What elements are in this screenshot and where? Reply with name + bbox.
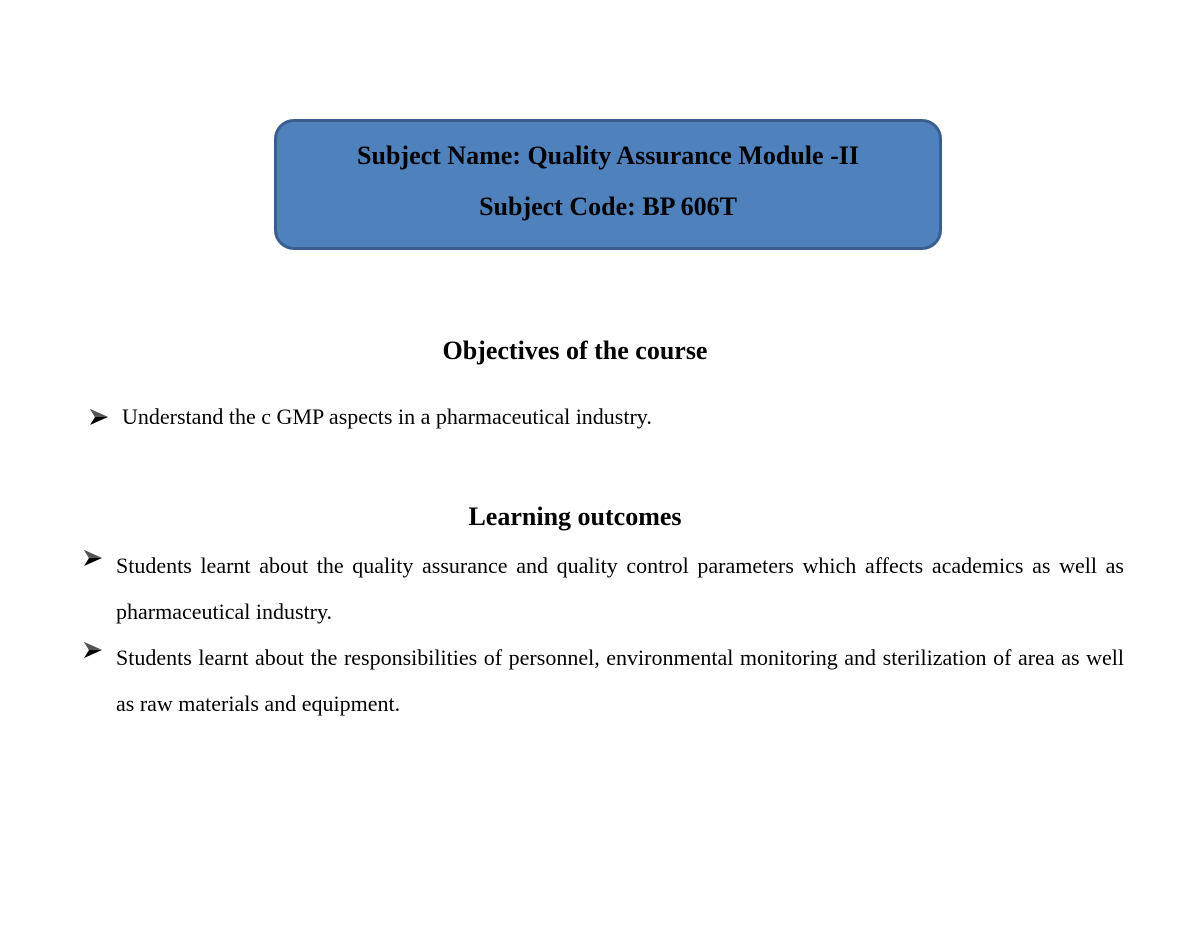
outcome-text: Students learnt about the quality assurance and quality control parameters which affects academics as well as pharmaceutical industry. (116, 553, 1124, 624)
outcome-text: Students learnt about the responsibilities of personnel, environmental monitoring and sterilization of area as well as raw materials and equipment. (116, 645, 1124, 716)
subject-code: Subject Code: BP 606T (479, 192, 737, 221)
outcomes-heading: Learning outcomes (468, 502, 682, 531)
subject-name: Subject Name: Quality Assurance Module -II (357, 141, 859, 170)
objective-text: Understand the c GMP aspects in a pharmaceutical industry. (122, 404, 652, 429)
arrowhead-bullet-icon (82, 545, 104, 571)
objectives-heading: Objectives of the course (442, 336, 708, 365)
subject-info-box (274, 119, 942, 250)
arrowhead-bullet-icon (88, 404, 110, 430)
arrowhead-bullet-icon (82, 637, 104, 663)
